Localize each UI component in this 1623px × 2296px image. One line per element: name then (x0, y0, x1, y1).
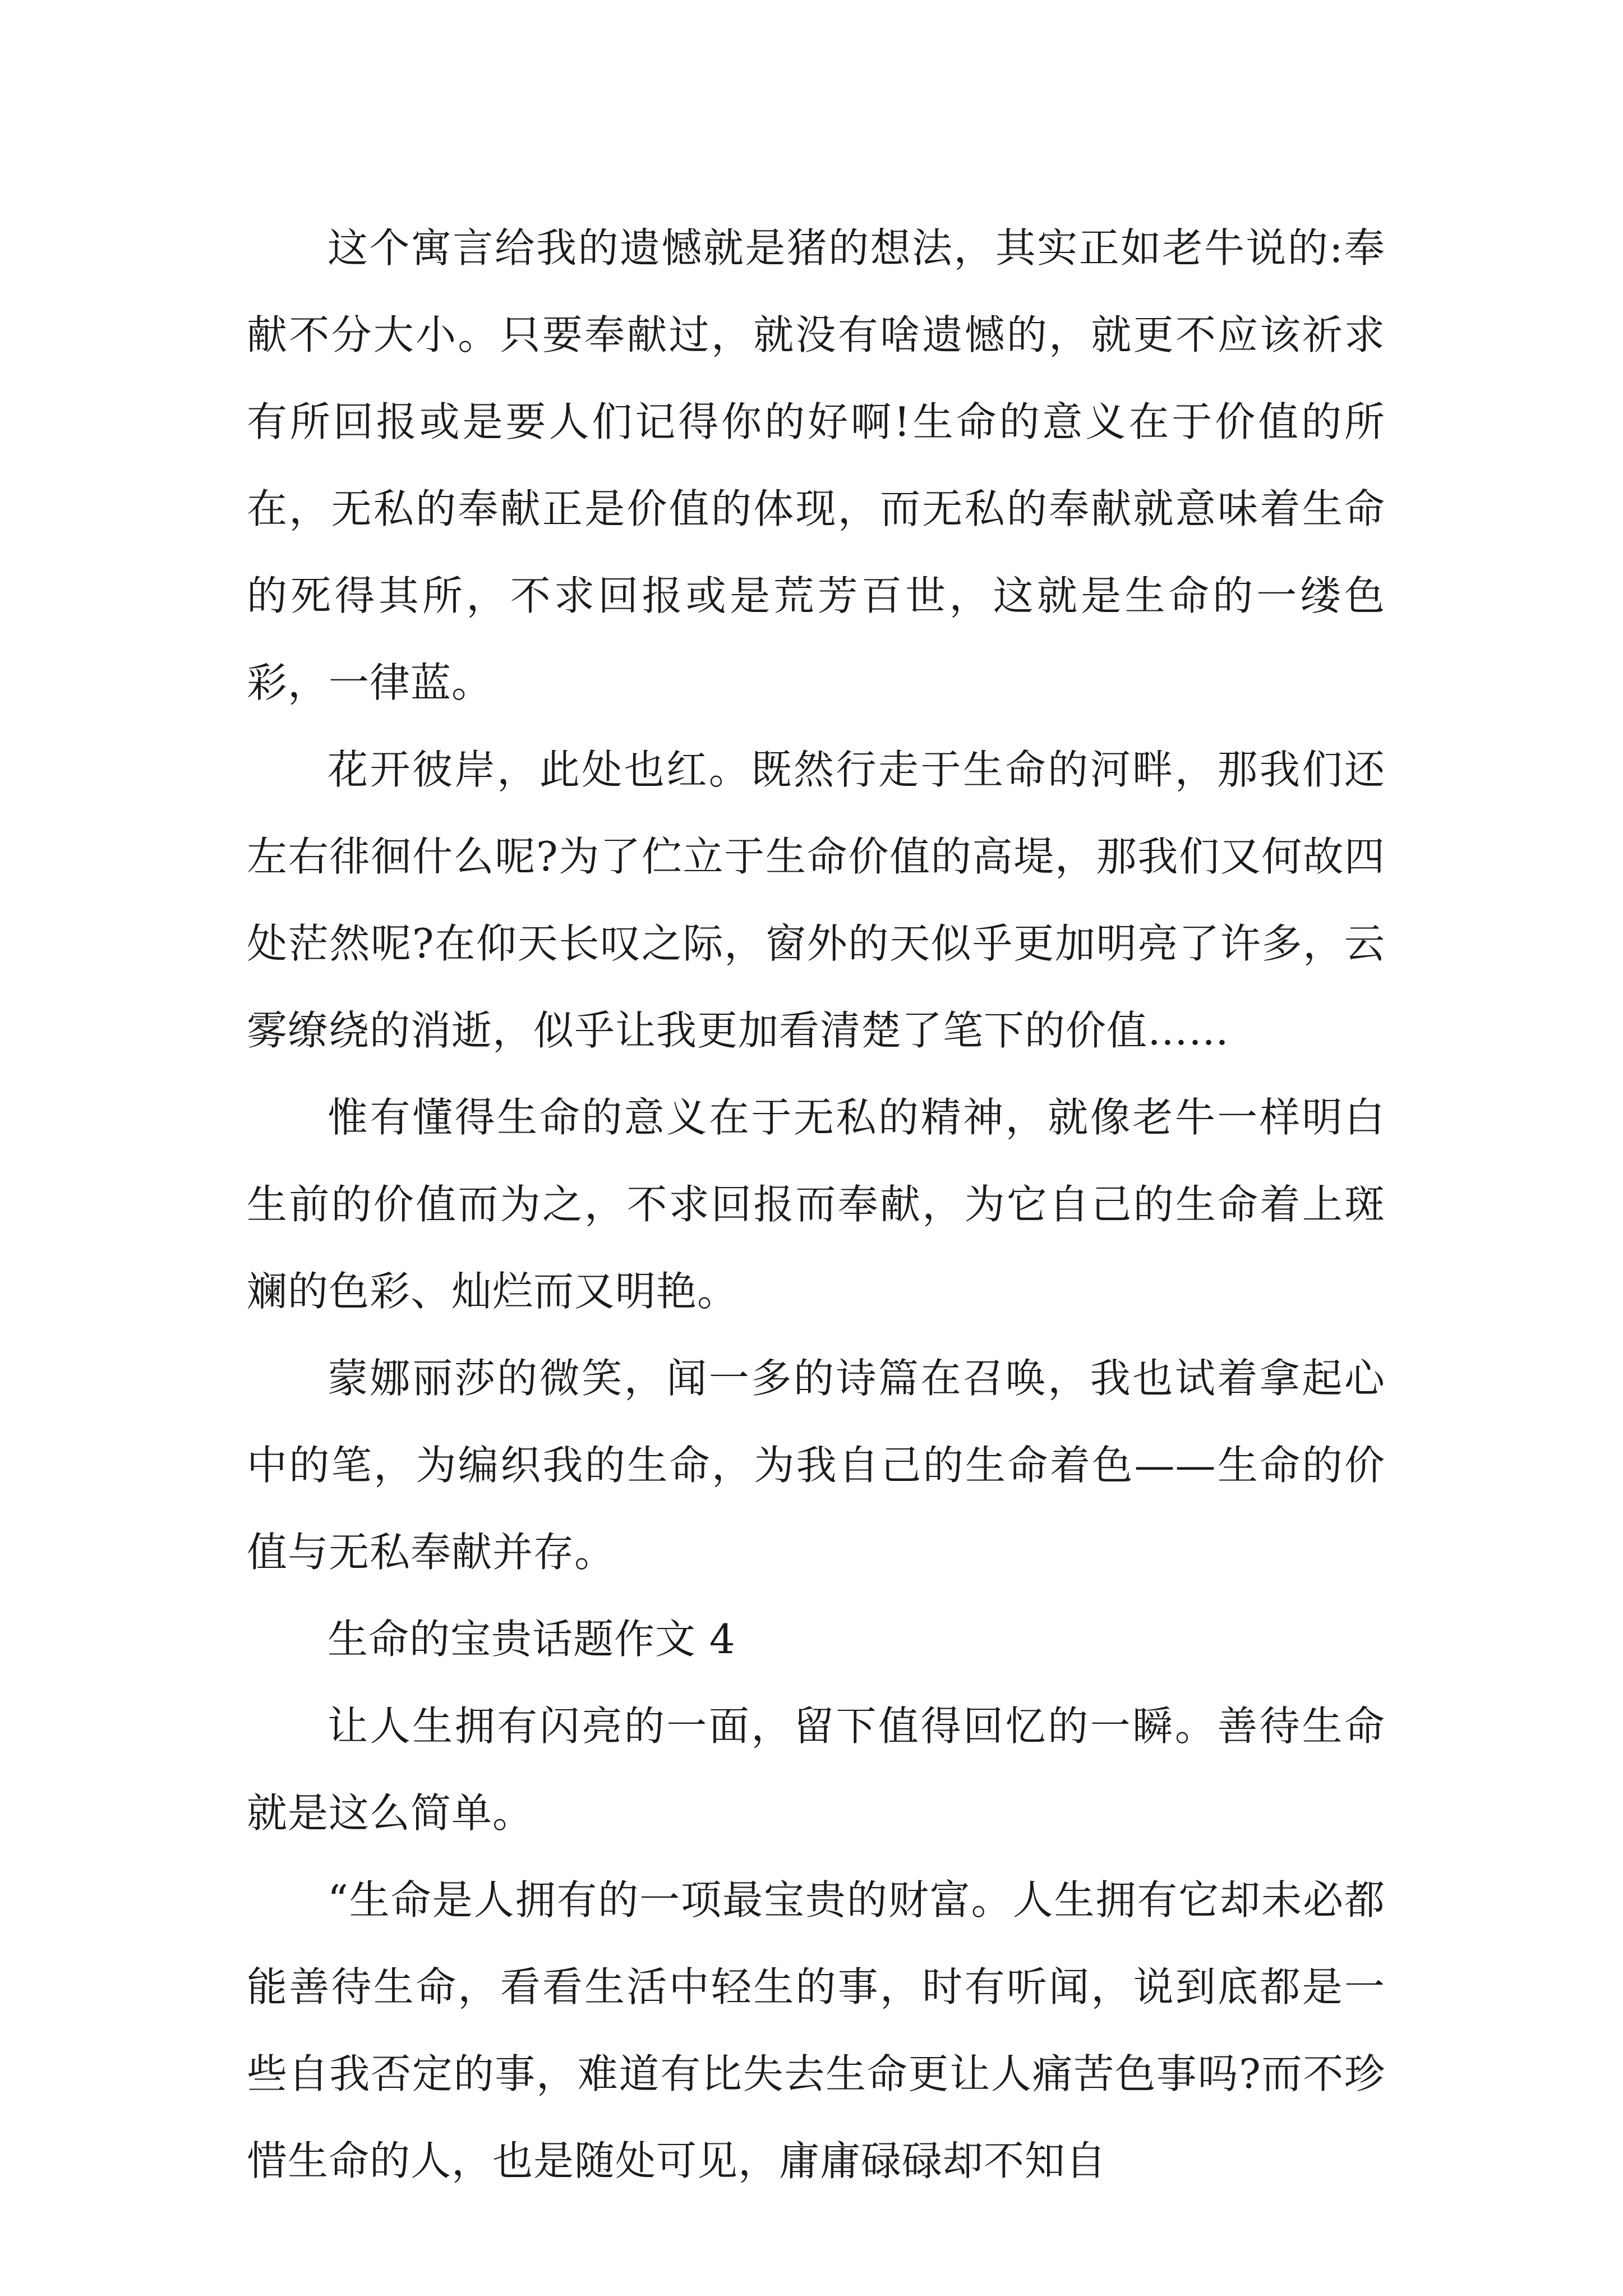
section-heading: 生命的宝贵话题作文 4 (328, 1616, 736, 1663)
paragraph-2: 花开彼岸，此处也红。既然行走于生命的河畔，那我们还左右徘徊什么呢?为了伫立于生命价值的高堤，那我们又何故四处茫然呢?在仰天长叹之际，窗外的天似乎更加明亮了许多，云雾缭绕的消逝，似乎让我更加看清楚了笔下的价值…… (247, 746, 1385, 1054)
paragraph-6: “生命是人拥有的一项最宝贵的财富。人生拥有它却未必都能善待生命，看看生活中轻生的事，时有听闻，说到底都是一些自我否定的事，难道有比失去生命更让人痛苦色事吗?而不珍惜生命的人，也是随处可见，庸庸碌碌却不知自 (247, 1876, 1385, 2184)
document-body (247, 205, 1385, 2205)
paragraph-5: 让人生拥有闪亮的一面，留下值得回忆的一瞬。善待生命就是这么简单。 (247, 1703, 1385, 1837)
paragraph-4: 蒙娜丽莎的微笑，闻一多的诗篇在召唤，我也试着拿起心中的笔，为编织我的生命，为我自己的生命着色——生命的价值与无私奉献并存。 (247, 1355, 1385, 1576)
paragraph-1: 这个寓言给我的遗憾就是猪的想法，其实正如老牛说的:奉献不分大小。只要奉献过，就没有啥遗憾的，就更不应该祈求有所回报或是要人们记得你的好啊!生命的意义在于价值的所在，无私的奉献正是价值的体现，而无私的奉献就意味着生命的死得其所，不求回报或是荒芳百世，这就是生命的一缕色彩，一律蓝。 (247, 224, 1385, 706)
paragraph-3: 惟有懂得生命的意义在于无私的精神，就像老牛一样明白生前的价值而为之，不求回报而奉献，为它自己的生命着上斑斓的色彩、灿烂而又明艳。 (247, 1094, 1385, 1315)
